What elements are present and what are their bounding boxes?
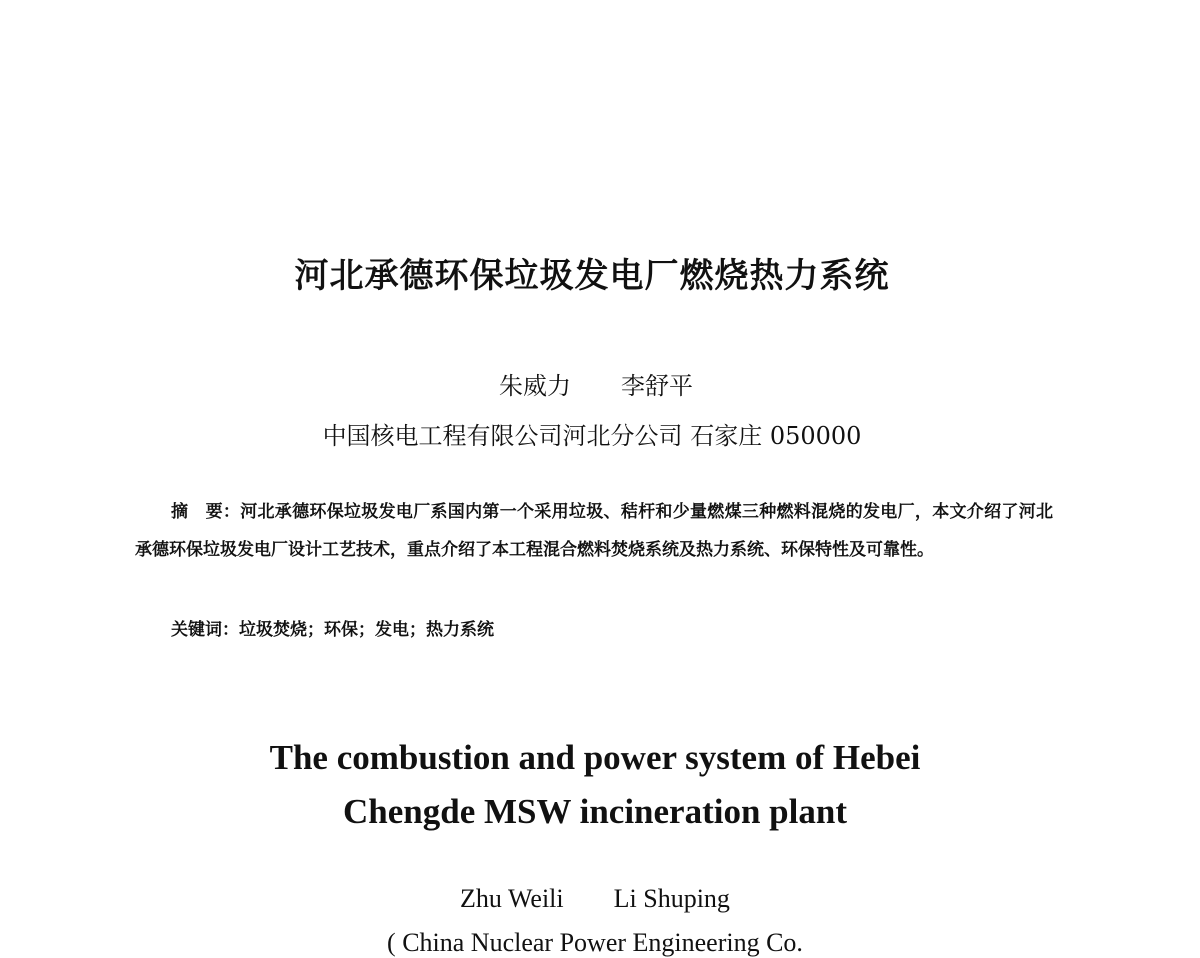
chinese-title: 河北承德环保垃圾发电厂燃烧热力系统 (294, 256, 890, 296)
abstract-text: 河北承德环保垃圾发电厂系国内第一个采用垃圾、秸杆和少量燃煤三种燃料混烧的发电厂，本文介绍了河北承德环保垃圾发电厂设计工艺技术，重点介绍了本工程混合燃料焚烧系统及热力系统、环保特性及可靠性。 (135, 502, 1054, 560)
english-affiliation: ( China Nuclear Power Engineering Co. (387, 928, 803, 957)
chinese-affiliation: 中国核电工程有限公司河北分公司 石家庄 050000 (322, 422, 862, 450)
author-1-en: Zhu Weili (460, 884, 564, 913)
author-2: 李舒平 (621, 372, 693, 400)
english-authors (0, 884, 1190, 914)
keywords (171, 612, 1089, 650)
english-title-line-2: Chengde MSW incineration plant (343, 792, 847, 831)
abstract (135, 494, 1053, 569)
chinese-authors (0, 366, 1196, 401)
english-title-line-1: The combustion and power system of Hebei (269, 738, 921, 777)
author-1: 朱威力 (499, 372, 571, 400)
keywords-text: 垃圾焚烧；环保；发电；热力系统 (239, 620, 494, 640)
author-2-en: Li Shuping (613, 884, 730, 913)
abstract-label: 摘 要： (171, 502, 241, 522)
keywords-label: 关键词： (171, 620, 239, 640)
